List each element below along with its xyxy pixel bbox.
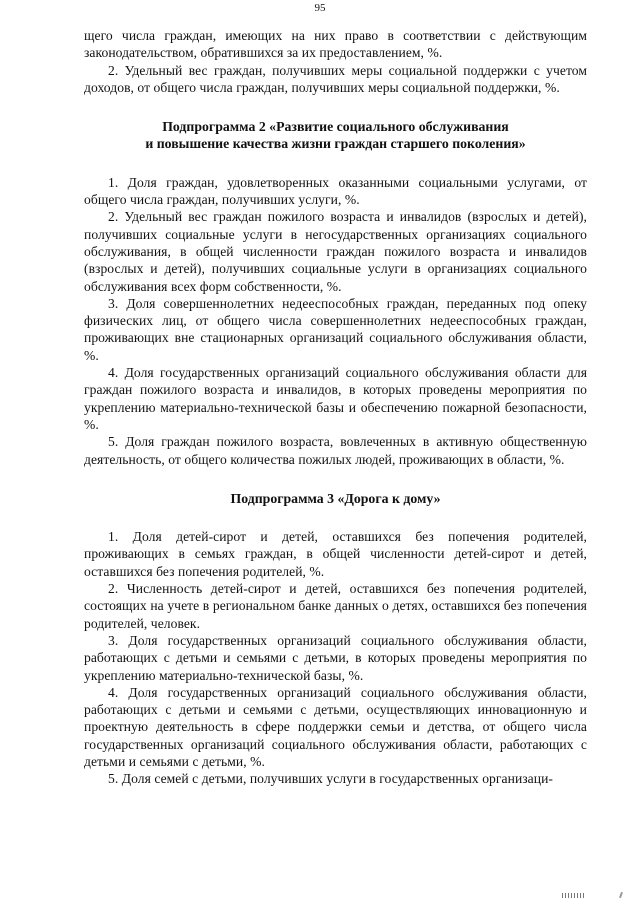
subprogram-3-item: 5. Доля семей с детьми, получивших услуги в государственных организаци- — [108, 771, 553, 787]
subprogram-2-heading — [84, 118, 587, 153]
intro-paragraph-continuation: щего числа граждан, имеющих на них право в соответствии с действующим законодательством, обратившихся за их предоставлением, %. — [84, 28, 587, 61]
subprogram-3-item: 3. Доля государственных организаций социального обслуживания области, работающих с детьми и семьями с детьми, в которых проведены мероприятия по укреплению материально-технической базы, %. — [84, 632, 587, 683]
subprogram-2-item: 3. Доля совершеннолетних недееспособных граждан, переданных под опеку физических лиц, от общего числа совершеннолетних недееспособных граждан, проживающих вне стационарных организаций социального обслуживания области, %. — [84, 295, 587, 363]
subprogram-2-item: 2. Удельный вес граждан пожилого возраста и инвалидов (взрослых и детей), получивших социальные услуги в негосударственных организациях социального обслуживания, в общей численности граждан пожилого возраста и инвалидов (взрослых и детей), получивших социальные услуги в организациях социального обслуживания всех форм собственности, %. — [84, 209, 587, 294]
scan-artifact-mark-icon — [619, 892, 623, 898]
subprogram-2-title-line-1: Подпрограмма 2 «Развитие социального обслуживания — [162, 119, 509, 135]
subprogram-3-item: 4. Доля государственных организаций социального обслуживания области, работающих с детьми и семьями с детьми, осуществляющих инновационную и проектную деятельность в сфере поддержки семьи и детства, от общего числа государственных организаций социального обслуживания области, работающих с детьми и семьями с детьми, %. — [84, 684, 587, 769]
scan-artifact-barcode-icon — [562, 893, 584, 898]
subprogram-3-heading: Подпрограмма 3 «Дорога к дому» — [230, 490, 441, 506]
subprogram-2-item: 4. Доля государственных организаций социального обслуживания области для граждан пожилого возраста и инвалидов, в которых проведены мероприятия по укреплению материально-технической базы и обеспечению пожарной безопасности, %. — [84, 365, 587, 432]
subprogram-2-title-line-2: и повышение качества жизни граждан старшего поколения» — [145, 136, 526, 152]
subprogram-2-item: 5. Доля граждан пожилого возраста, вовлеченных в активную общественную деятельность, от общего количества пожилых людей, проживающих в области, %. — [84, 434, 587, 467]
document-body — [84, 27, 587, 788]
subprogram-2-item: 1. Доля граждан, удовлетворенных оказанными социальными услугами, от общего числа граждан, получивших услуги, %. — [84, 174, 587, 208]
page-number: 95 — [314, 2, 326, 14]
subprogram-3-item: 2. Численность детей-сирот и детей, оставшихся без попечения родителей, состоящих на учете в региональном банке данных о детях, оставшихся без попечения родителей, человек. — [84, 581, 587, 631]
subprogram-3-item: 1. Доля детей-сирот и детей, оставшихся без попечения родителей, проживающих в семьях граждан, в общей численности детей-сирот и детей, оставшихся без попечения родителей, %. — [84, 529, 587, 579]
intro-paragraph: 2. Удельный вес граждан, получивших меры социальной поддержки с учетом доходов, от общего числа граждан, получивших меры социальной поддержки, %. — [84, 62, 587, 95]
